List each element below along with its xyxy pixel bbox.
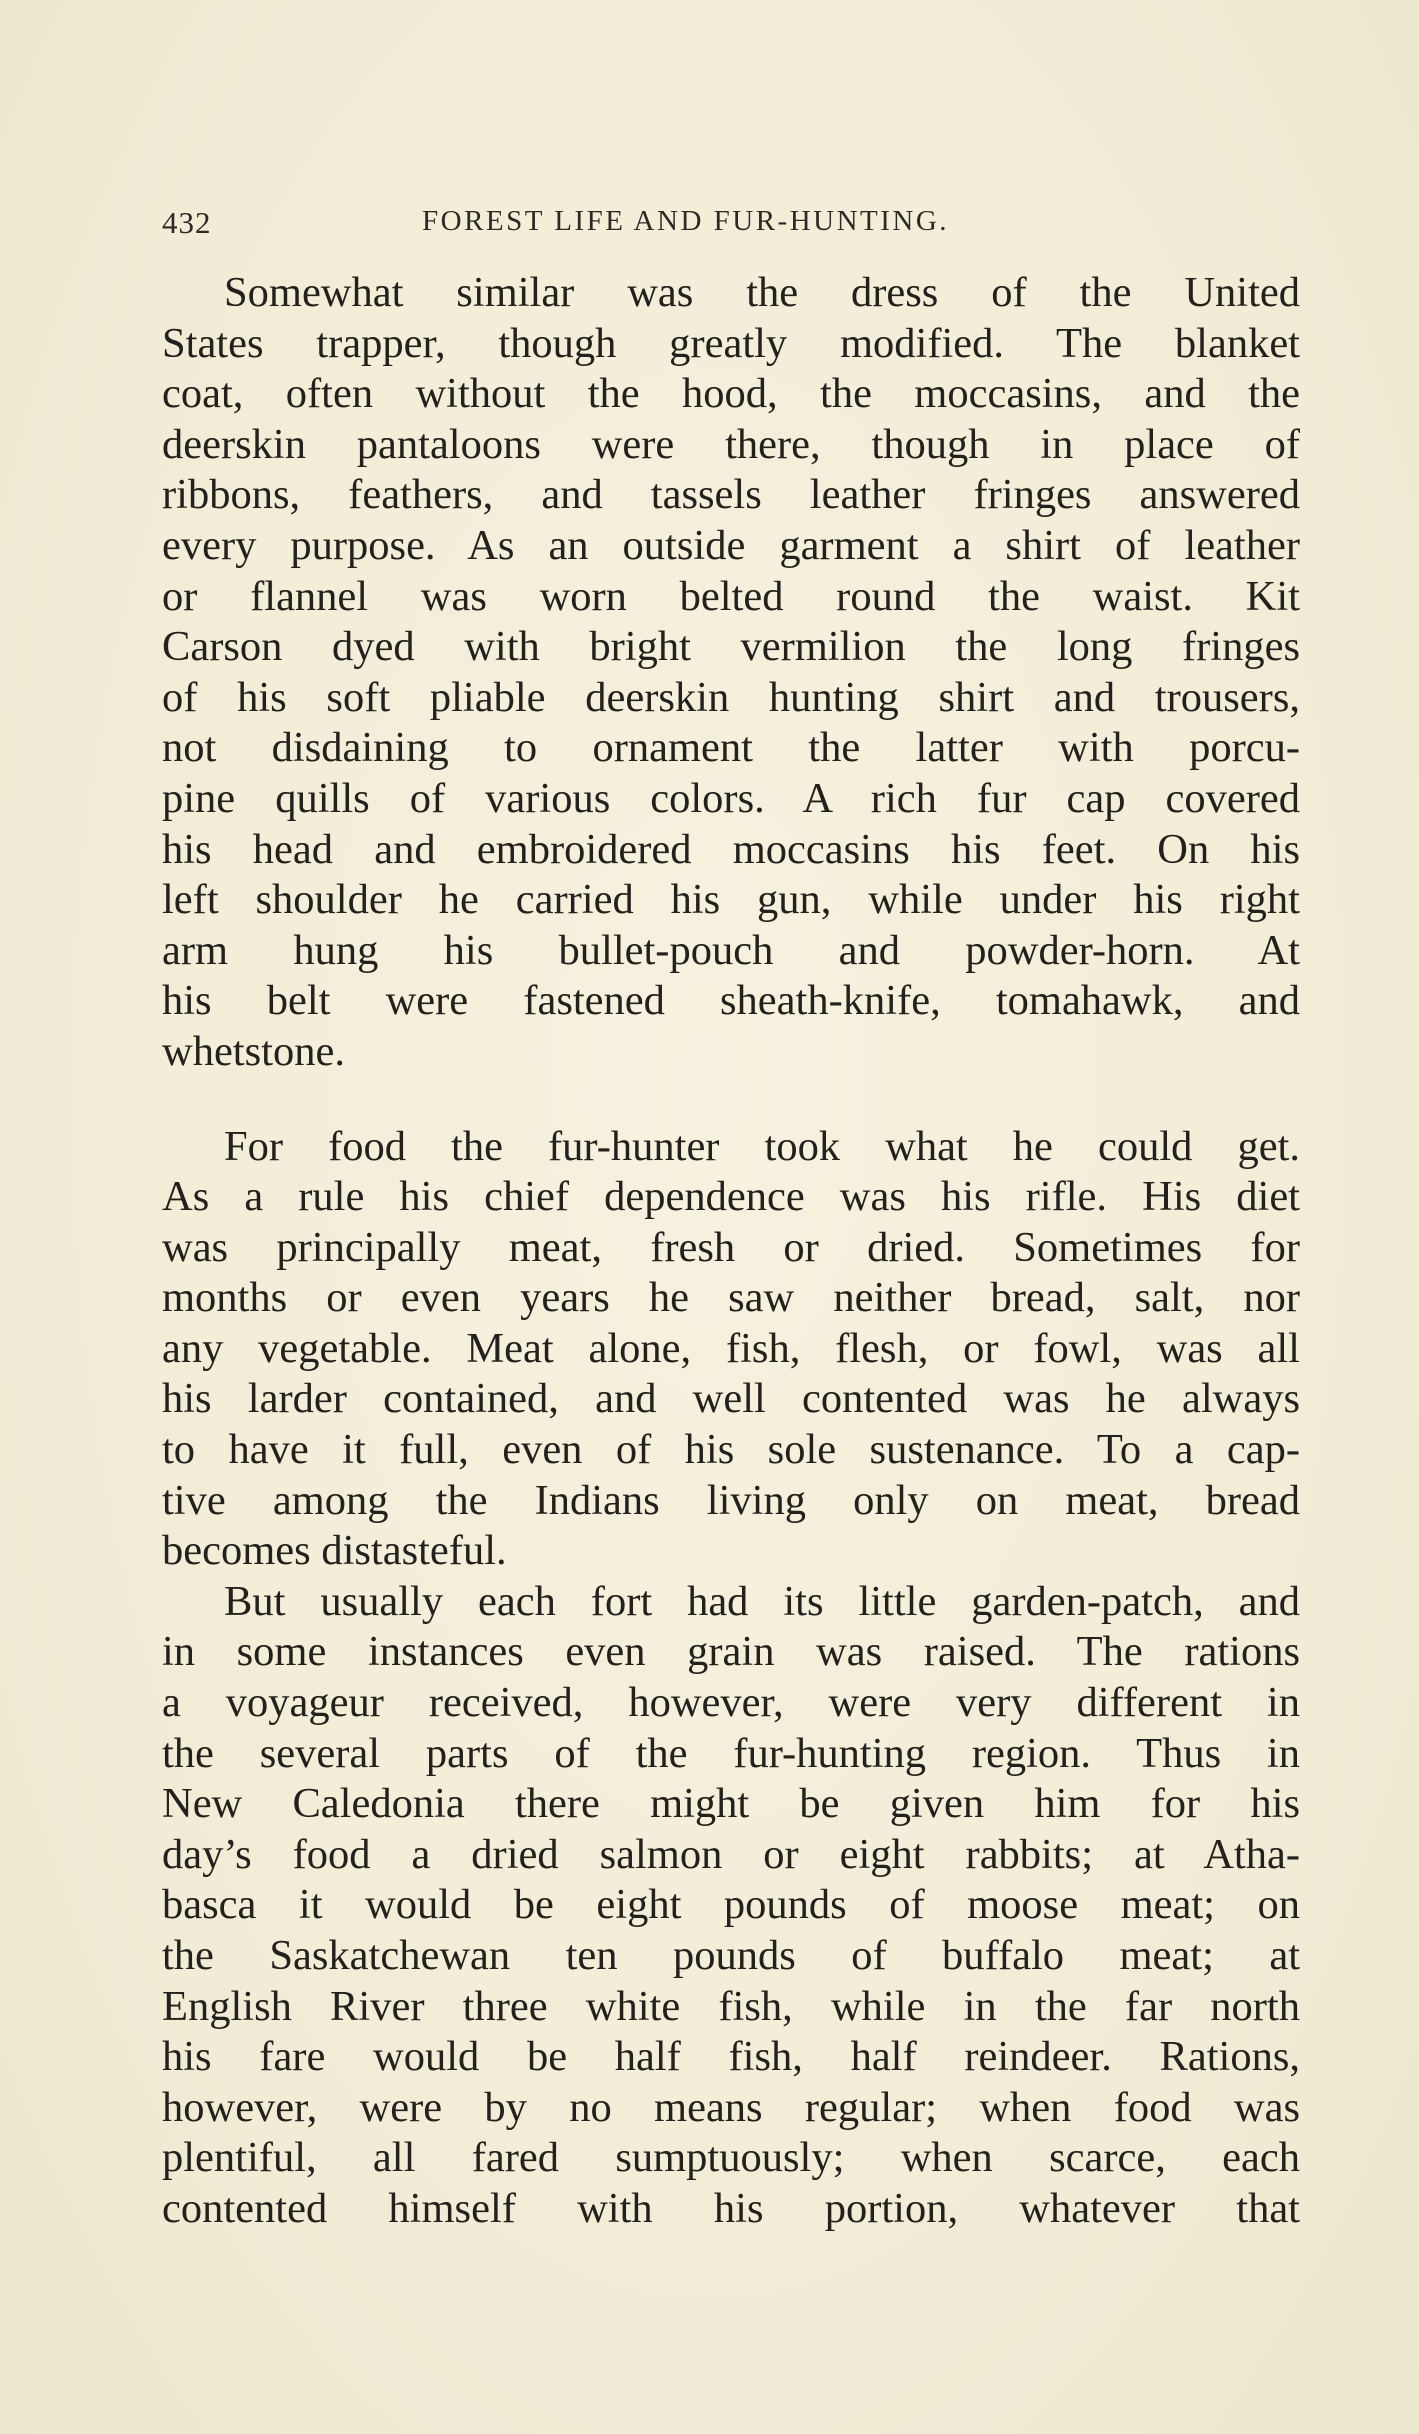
text-line: becomes distasteful. xyxy=(162,1527,507,1575)
text-line: every purpose. As an outside garment a shirt of leather xyxy=(162,521,1300,569)
text-line: As a rule his chief dependence was his rifle. His diet xyxy=(162,1173,1300,1221)
text-line: left shoulder he carried his gun, while under his right xyxy=(162,876,1300,924)
running-title: FOREST LIFE AND FUR-HUNTING. xyxy=(422,205,950,237)
text-line: to have it full, even of his sole sustenance. To a cap- xyxy=(162,1426,1300,1474)
page-header xyxy=(162,205,1312,245)
text-line: any vegetable. Meat alone, fish, flesh, or fowl, was all xyxy=(162,1324,1300,1372)
text-line: States trapper, though greatly modified. The blanket xyxy=(162,319,1300,367)
text-line: or flannel was worn belted round the waist. Kit xyxy=(162,572,1300,620)
text-line: arm hung his bullet-pouch and powder-horn. At xyxy=(162,926,1300,974)
text-line: his fare would be half fish, half reindeer. Rations, xyxy=(162,2033,1300,2081)
text-line: plentiful, all fared sumptuously; when scarce, each xyxy=(162,2134,1300,2182)
text-line: a voyageur received, however, were very different in xyxy=(162,1679,1300,1727)
text-line: was principally meat, fresh or dried. Sometimes for xyxy=(162,1223,1300,1271)
text-line: however, were by no means regular; when food was xyxy=(162,2083,1300,2131)
text-line: coat, often without the hood, the moccasins, and the xyxy=(162,370,1300,418)
text-line: New Caledonia there might be given him for his xyxy=(162,1780,1300,1828)
paragraph-rations xyxy=(162,1577,1300,2235)
text-line: months or even years he saw neither bread, salt, nor xyxy=(162,1274,1300,1322)
text-line: deerskin pantaloons were there, though in place of xyxy=(162,420,1300,468)
text-line: day’s food a dried salmon or eight rabbits; at Atha- xyxy=(162,1830,1300,1878)
text-line: basca it would be eight pounds of moose meat; on xyxy=(162,1881,1300,1929)
text-line: his larder contained, and well contented was he always xyxy=(162,1375,1300,1423)
text-line: his head and embroidered moccasins his feet. On his xyxy=(162,825,1300,873)
text-line: not disdaining to ornament the latter with porcu- xyxy=(162,724,1300,772)
text-line: pine quills of various colors. A rich fur cap covered xyxy=(162,774,1300,822)
text-line: contented himself with his portion, whatever that xyxy=(162,2184,1300,2232)
text-line: Carson dyed with bright vermilion the long fringes xyxy=(162,623,1300,671)
text-line: ribbons, feathers, and tassels leather fringes answered xyxy=(162,471,1300,519)
text-line: But usually each fort had its little garden-patch, and xyxy=(224,1577,1300,1625)
text-line: of his soft pliable deerskin hunting shirt and trousers, xyxy=(162,673,1300,721)
body-text xyxy=(162,268,1300,2235)
paragraph-food xyxy=(162,1122,1300,1577)
text-line: the several parts of the fur-hunting region. Thus in xyxy=(162,1729,1300,1777)
page-number: 432 xyxy=(162,205,212,240)
text-line: whetstone. xyxy=(162,1027,345,1075)
text-line: For food the fur-hunter took what he could get. xyxy=(224,1122,1300,1170)
text-line: English River three white fish, while in the far north xyxy=(162,1982,1300,2030)
text-line: in some instances even grain was raised. The rations xyxy=(162,1628,1300,1676)
paragraph-gap xyxy=(162,1078,1300,1122)
text-line: his belt were fastened sheath-knife, tomahawk, and xyxy=(162,977,1300,1025)
text-line: Somewhat similar was the dress of the United xyxy=(224,269,1300,316)
text-line: the Saskatchewan ten pounds of buffalo meat; at xyxy=(162,1932,1300,1979)
paragraph-dress xyxy=(162,268,1300,1078)
text-line: tive among the Indians living only on meat, bread xyxy=(162,1476,1300,1524)
